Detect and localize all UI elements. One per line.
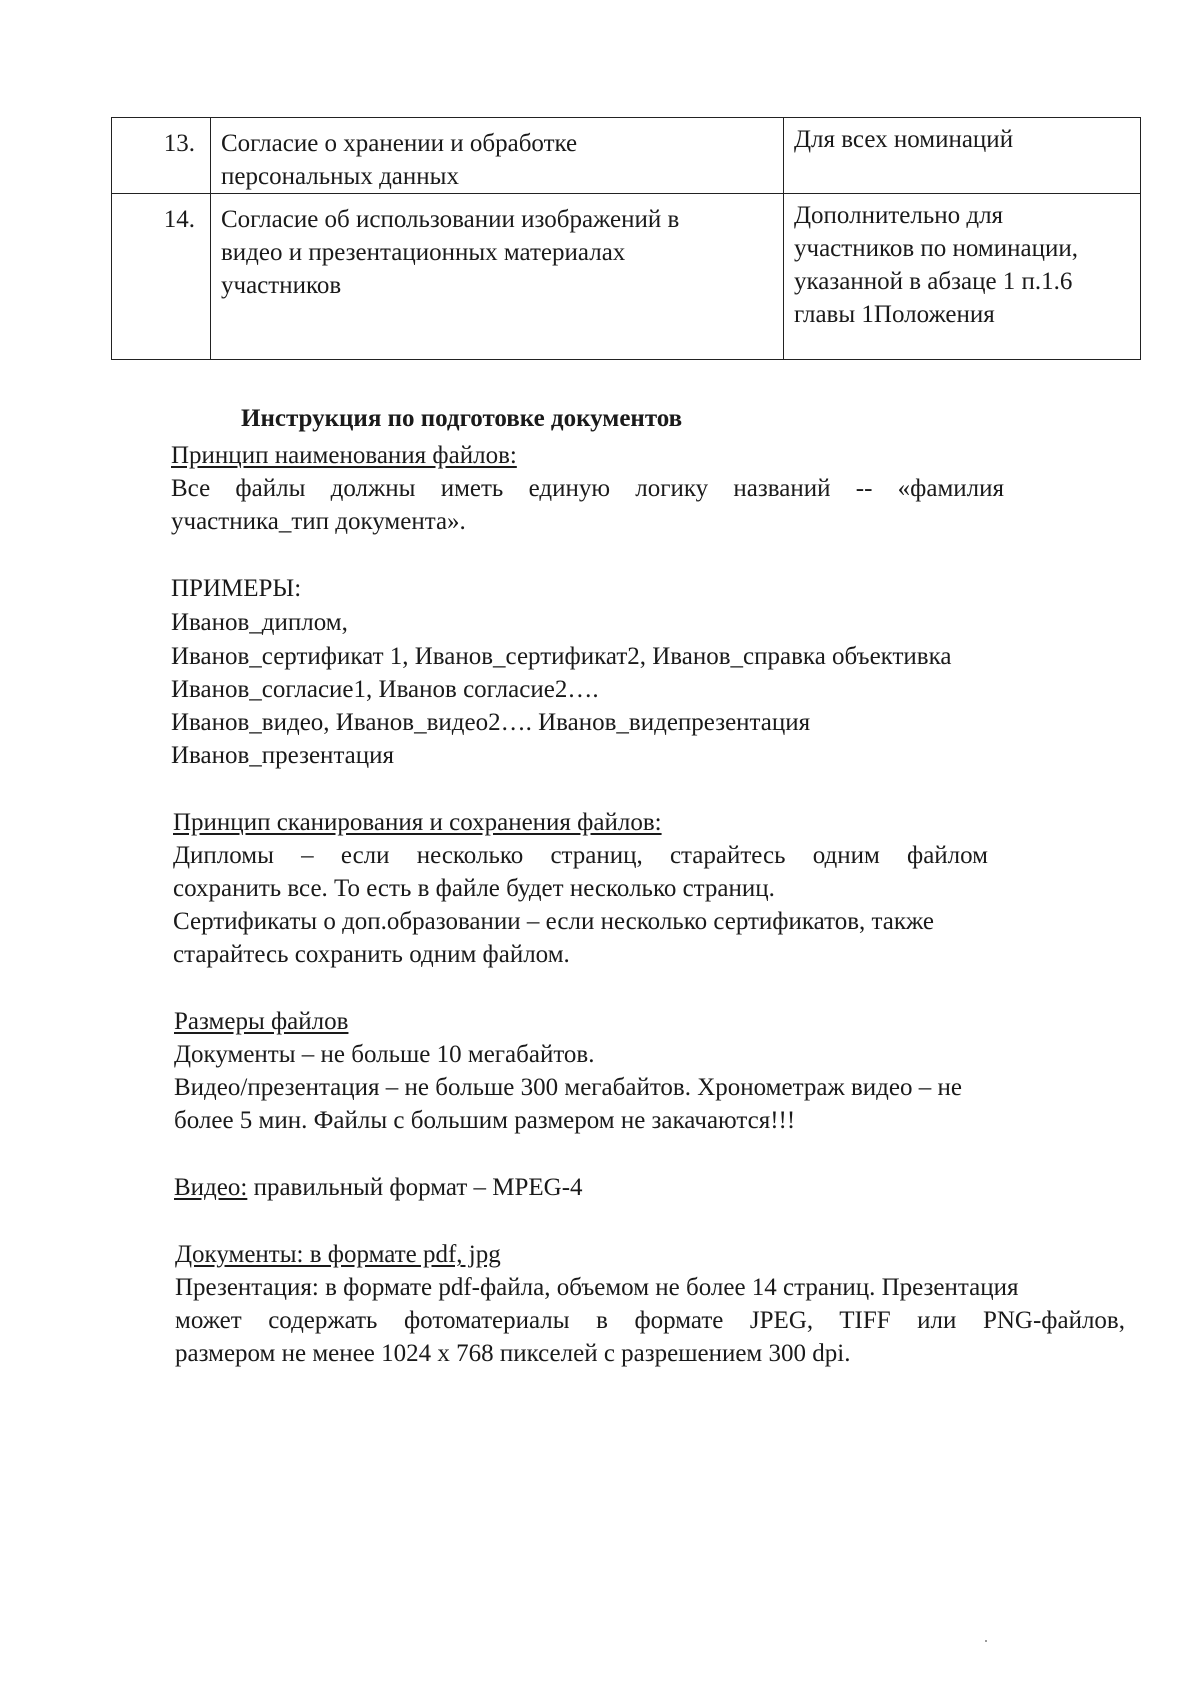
note-line: Для всех номинаций bbox=[794, 126, 1014, 153]
table-row bbox=[112, 118, 1141, 194]
instruction-title: Инструкция по подготовке документов bbox=[241, 405, 683, 432]
row-note bbox=[784, 194, 1141, 360]
scanning-heading: Принцип сканирования и сохранения файлов: bbox=[173, 809, 662, 836]
table-row bbox=[112, 194, 1141, 360]
video-format-line bbox=[174, 1171, 583, 1204]
scanning-text-line: Дипломы – если несколько страниц, старайтесь одним файлом bbox=[173, 842, 988, 869]
documents-text-line: Презентация: в формате pdf-файла, объемом не более 14 страниц. Презентация bbox=[175, 1274, 1019, 1301]
naming-text-line: Все файлы должны иметь единую логику названий -- «фамилия bbox=[171, 475, 1004, 502]
documents-table bbox=[111, 117, 1141, 360]
documents-heading: Документы: в формате pdf, jpg bbox=[175, 1241, 501, 1268]
note-line: участников по номинации, bbox=[794, 235, 1078, 262]
description-line: Согласие о хранении и обработке bbox=[221, 130, 578, 157]
scan-speck bbox=[985, 1640, 987, 1642]
scanning-text-line: старайтесь сохранить одним файлом. bbox=[173, 941, 570, 968]
description-line: видео и презентационных материалах bbox=[221, 239, 626, 266]
video-text: правильный формат – MPEG-4 bbox=[247, 1174, 583, 1201]
scanning-text-line: сохранить все. То есть в файле будет несколько страниц. bbox=[173, 875, 775, 902]
row-description bbox=[211, 118, 784, 194]
examples-heading: ПРИМЕРЫ: bbox=[171, 575, 302, 602]
example-line: Иванов_согласие1, Иванов согласие2…. bbox=[171, 676, 599, 703]
note-line: Дополнительно для bbox=[794, 202, 1004, 229]
sizes-text-line: Видео/презентация – не больше 300 мегабайтов. Хронометраж видео – не bbox=[174, 1074, 962, 1101]
row-description bbox=[211, 194, 784, 360]
note-line: указанной в абзаце 1 п.1.6 bbox=[794, 268, 1073, 295]
sizes-text-line: Документы – не больше 10 мегабайтов. bbox=[174, 1041, 595, 1068]
row-note bbox=[784, 118, 1141, 194]
description-line: персональных данных bbox=[221, 163, 459, 190]
row-number: 13. bbox=[112, 118, 211, 194]
row-number: 14. bbox=[112, 194, 211, 360]
example-line: Иванов_диплом, bbox=[171, 609, 348, 636]
example-line: Иванов_презентация bbox=[171, 742, 395, 769]
video-label: Видео: bbox=[174, 1174, 248, 1201]
naming-heading: Принцип наименования файлов: bbox=[171, 442, 517, 469]
note-line: главы 1Положения bbox=[794, 301, 995, 328]
documents-text-line: размером не менее 1024 х 768 пикселей с разрешением 300 dpi. bbox=[175, 1340, 851, 1367]
scanning-text-line: Сертификаты о доп.образовании – если несколько сертификатов, также bbox=[173, 908, 935, 935]
example-line: Иванов_видео, Иванов_видео2…. Иванов_видепрезентация bbox=[171, 709, 811, 736]
description-line: участников bbox=[221, 272, 342, 299]
description-line: Согласие об использовании изображений в bbox=[221, 206, 680, 233]
sizes-text-line: более 5 мин. Файлы с большим размером не закачаются!!! bbox=[174, 1107, 796, 1134]
naming-text-line: участника_тип документа». bbox=[171, 508, 466, 535]
sizes-heading: Размеры файлов bbox=[174, 1008, 349, 1035]
example-line: Иванов_сертификат 1, Иванов_сертификат2, Иванов_справка объективка bbox=[171, 643, 952, 670]
documents-text-line: может содержать фотоматериалы в формате JPEG, TIFF или PNG-файлов, bbox=[175, 1307, 1125, 1334]
